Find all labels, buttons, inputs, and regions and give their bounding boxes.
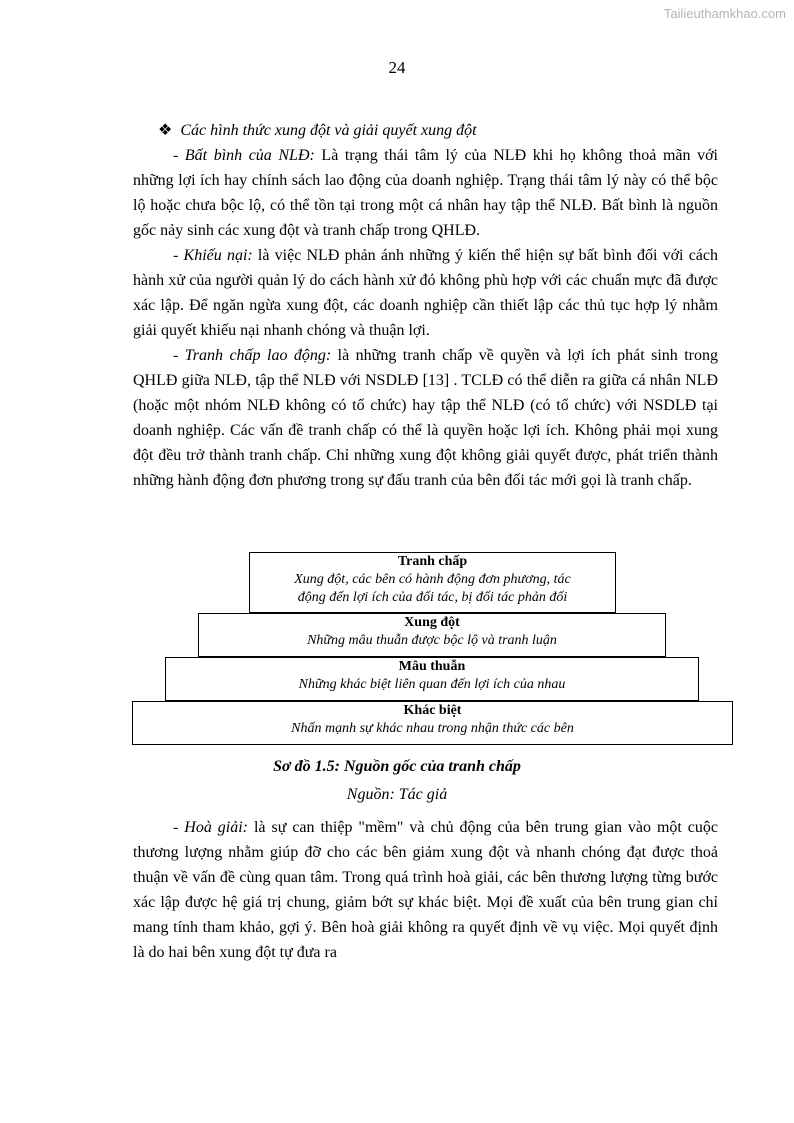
level-khac-biet	[132, 701, 733, 745]
term: - Tranh chấp lao động:	[173, 347, 332, 364]
term: - Hoà giải:	[173, 819, 249, 836]
level-title: Mâu thuẫn	[398, 659, 466, 674]
level-xung-dot	[198, 613, 666, 657]
term: - Bất bình của NLĐ:	[173, 147, 315, 164]
diagram-caption: Sơ đồ 1.5: Nguồn gốc của tranh chấp	[273, 758, 521, 775]
diagram-source: Nguồn: Tác giả	[346, 786, 448, 803]
section-heading	[133, 118, 718, 143]
level-desc: Xung đột, các bên có hành động đơn phương, tác	[294, 572, 571, 587]
paragraph-bat-binh	[133, 143, 718, 243]
page-number: 24	[388, 58, 406, 77]
paragraph-tranh-chap	[133, 343, 718, 493]
level-title: Tranh chấp	[397, 554, 468, 569]
level-tranh-chap	[249, 552, 616, 613]
diamond-bullet-icon: ❖	[158, 122, 173, 139]
paragraph-text: là sự can thiệp "mềm" và chủ động của bên trung gian vào một cuộc thương lượng nhằm giúp đỡ cho các bên giảm xung đột và nhanh chóng đạt được thoả thuận về vấn đề cùng quan tâm. Trong quá trình hoà giải, các bên thương lượng từng bước xác lập được hệ giá trị chung, giảm bớt sự khác biệt. Mọi đề xuất của bên trung gian chỉ mang tính tham khảo, gợi ý. Bên hoà giải không ra quyết định về vụ việc. Mọi quyết định là do hai bên xung đột tự đưa ra	[133, 819, 719, 961]
term: - Khiếu nại:	[173, 247, 253, 264]
paragraph-text: là việc NLĐ phản ánh những ý kiến thể hiện sự bất bình đối với cách hành xử của người quản lý do cách hành xử đó không phù hợp với các chuẩn mực đã được xác lập. Để ngăn ngừa xung đột, các doanh nghiệp cần thiết lập các thủ tục hợp lý nhằm giải quyết khiếu nại nhanh chóng và thuận lợi.	[133, 247, 718, 339]
level-desc: Những mâu thuẫn được bộc lộ và tranh luận	[307, 633, 557, 648]
paragraph-text: là những tranh chấp về quyền và lợi ích phát sinh trong QHLĐ giữa NLĐ, tập thể NLĐ với NSDLĐ [13] . TCLĐ có thể diễn ra giữa cá nhân NLĐ (hoặc một nhóm NLĐ không có tổ chức) hay tập thể NLĐ (có tổ chức) với NSDLĐ tại doanh nghiệp. Các vấn đề tranh chấp có thể là quyền hoặc lợi ích. Không phải mọi xung đột đều trở thành tranh chấp. Chỉ những xung đột không giải quyết được, phát triển thành những hành động đơn phương trong sự đấu tranh của bên đối tác mới gọi là tranh chấp.	[133, 347, 718, 489]
paragraph-text: Là trạng thái tâm lý của NLĐ khi họ không thoả mãn với những lợi ích hay chính sách lao động của doanh nghiệp. Trạng thái tâm lý này có thể bộc lộ hoặc chưa bộc lộ, có thể tồn tại trong một cá nhân hay tập thể NLĐ. Bất bình là nguồn gốc nảy sinh các xung đột và tranh chấp trong QHLĐ.	[133, 147, 718, 239]
level-desc: Nhấn mạnh sự khác nhau trong nhận thức các bên	[291, 721, 574, 736]
main-text	[133, 118, 718, 493]
section-heading-text: Các hình thức xung đột và giải quyết xung đột	[180, 122, 477, 139]
level-title: Xung đột	[404, 615, 460, 630]
main-text-continued	[133, 815, 718, 965]
level-title: Khác biệt	[403, 703, 462, 718]
level-mau-thuan	[165, 657, 699, 701]
paragraph-hoa-giai	[133, 815, 718, 965]
paragraph-khieu-nai	[133, 243, 718, 343]
level-desc: động đến lợi ích của đối tác, bị đối tác phản đối	[297, 590, 568, 605]
level-desc: Những khác biệt liên quan đến lợi ích của nhau	[298, 677, 566, 692]
watermark: Tailieuthamkhao.com	[663, 6, 786, 21]
